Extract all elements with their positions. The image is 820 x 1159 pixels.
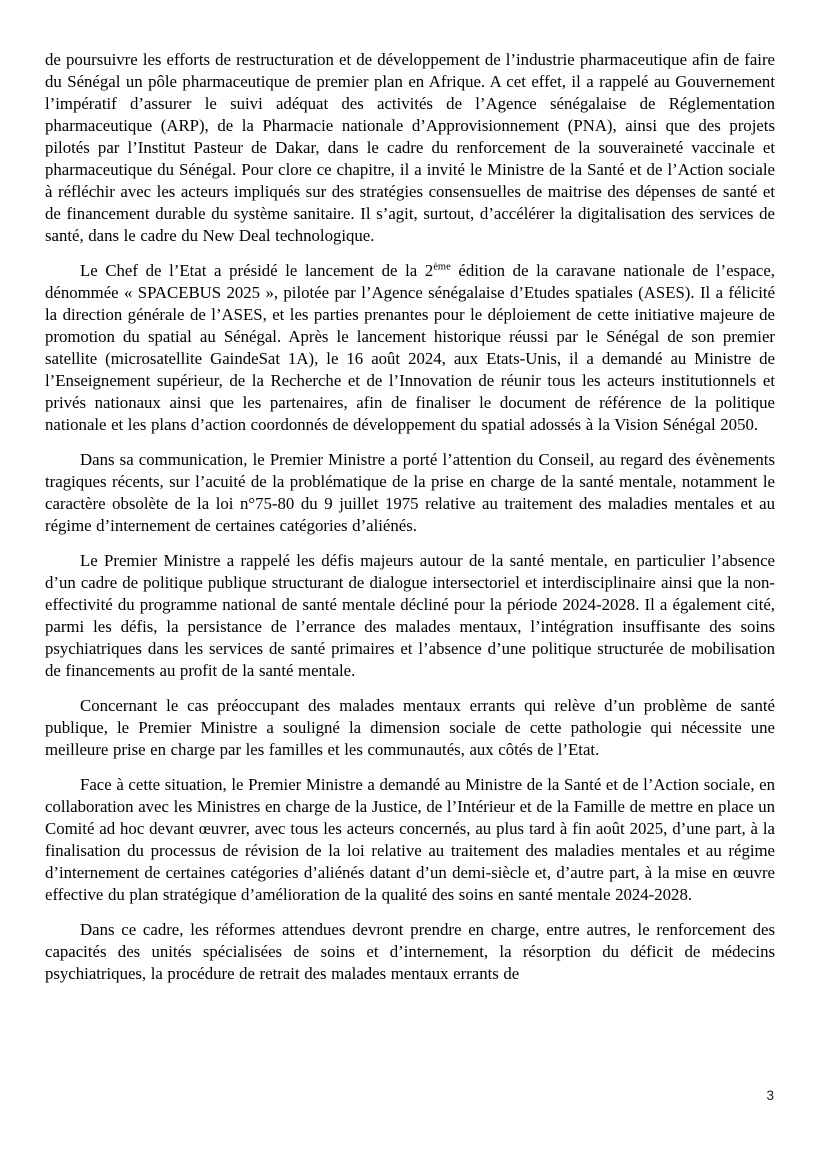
page-number: 3	[766, 1088, 774, 1103]
paragraph-text: Dans ce cadre, les réformes attendues devront prendre en charge, entre autres, le renforcement des capacités des unités spécialisées de soins et d’internement, la résorption du déficit de médecins psychiatriques, la procédure de retrait des malades mentaux errants de	[45, 920, 775, 983]
paragraph-text: Dans sa communication, le Premier Ministre a porté l’attention du Conseil, au regard des évènements tragiques récents, sur l’acuité de la problématique de la prise en charge de la santé mentale, notamment le caractère obsolète de la loi n°75-80 du 9 juillet 1975 relative au traitement des maladies mentales et au régime d’internement de certaines catégories d’aliénés.	[45, 450, 775, 535]
paragraph-text: Face à cette situation, le Premier Ministre a demandé au Ministre de la Santé et de l’Action sociale, en collaboration avec les Ministres en charge de la Justice, de l’Intérieur et de la Famille de mettre en place un Comité ad hoc devant œuvrer, avec tous les acteurs concernés, au plus tard à fin août 2025, d’une part, à la finalisation du processus de révision de la loi relative au traitement des maladies mentales et au régime d’internement de certaines catégories d’aliénés datant d’un demi-siècle et, d’autre part, à la mise en œuvre effective du plan stratégique d’amélioration de la qualité des soins en santé mentale 2024-2028.	[45, 775, 775, 904]
paragraph-text: de poursuivre les efforts de restructuration et de développement de l’industrie pharmaceutique afin de faire du Sénégal un pôle pharmaceutique de premier plan en Afrique. A cet effet, il a rappelé au Gouvernement l’impératif d’assurer le suivi adéquat des activités de l’Agence sénégalaise de Réglementation pharmaceutique (ARP), de la Pharmacie nationale d’Approvisionnement (PNA), ainsi que des projets pilotés par l’Institut Pasteur de Dakar, dans le cadre du renforcement de la souveraineté vaccinale et pharmaceutique du Sénégal. Pour clore ce chapitre, il a invité le Ministre de la Santé et de l’Action sociale à réfléchir avec les acteurs impliqués sur des stratégies consensuelles de maitrise des dépenses de santé et de financement durable du système sanitaire. Il s’agit, surtout, d’accélérer la digitalisation des services de santé, dans le cadre du New Deal technologique.	[45, 50, 775, 245]
paragraph	[45, 919, 775, 985]
page-content	[45, 49, 775, 998]
paragraph	[45, 774, 775, 906]
paragraph-text: édition de la caravane nationale de l’espace, dénommée « SPACEBUS 2025 », pilotée par l’Agence sénégalaise d’Etudes spatiales (ASES). Il a félicité la direction générale de l’ASES, et les parties prenantes pour le déploiement de cette initiative majeure de promotion du spatial au Sénégal. Après le lancement historique réussi par le Sénégal de son premier satellite (microsatellite GaindeSat 1A), le 16 août 2024, aux Etats-Unis, il a demandé au Ministre de l’Enseignement supérieur, de la Recherche et de l’Innovation de réunir tous les acteurs institutionnels et privés nationaux ainsi que les partenaires, afin de finaliser le document de référence de la politique nationale et les plans d’action coordonnés de développement du spatial adossés à la Vision Sénégal 2050.	[45, 261, 775, 434]
superscript-ordinal: ème	[433, 261, 451, 273]
paragraph-text: Concernant le cas préoccupant des malades mentaux errants qui relève d’un problème de santé publique, le Premier Ministre a souligné la dimension sociale de cette pathologie qui nécessite une meilleure prise en charge par les familles et les communautés, aux côtés de l’Etat.	[45, 696, 775, 759]
paragraph-text: Le Chef de l’Etat a présidé le lancement de la 2	[80, 261, 434, 280]
paragraph	[45, 49, 775, 247]
paragraph	[45, 260, 775, 436]
paragraph	[45, 449, 775, 537]
paragraph	[45, 550, 775, 682]
paragraph-text: Le Premier Ministre a rappelé les défis majeurs autour de la santé mentale, en particulier l’absence d’un cadre de politique publique structurant de dialogue intersectoriel et interdisciplinaire ainsi que la non-effectivité du programme national de santé mentale décliné pour la période 2024-2028. Il a également cité, parmi les défis, la persistance de l’errance des malades mentaux, l’intégration insuffisante des soins psychiatriques dans les services de santé primaires et l’absence d’une politique structurée de mobilisation de financements au profit de la santé mentale.	[45, 551, 775, 680]
paragraph	[45, 695, 775, 761]
